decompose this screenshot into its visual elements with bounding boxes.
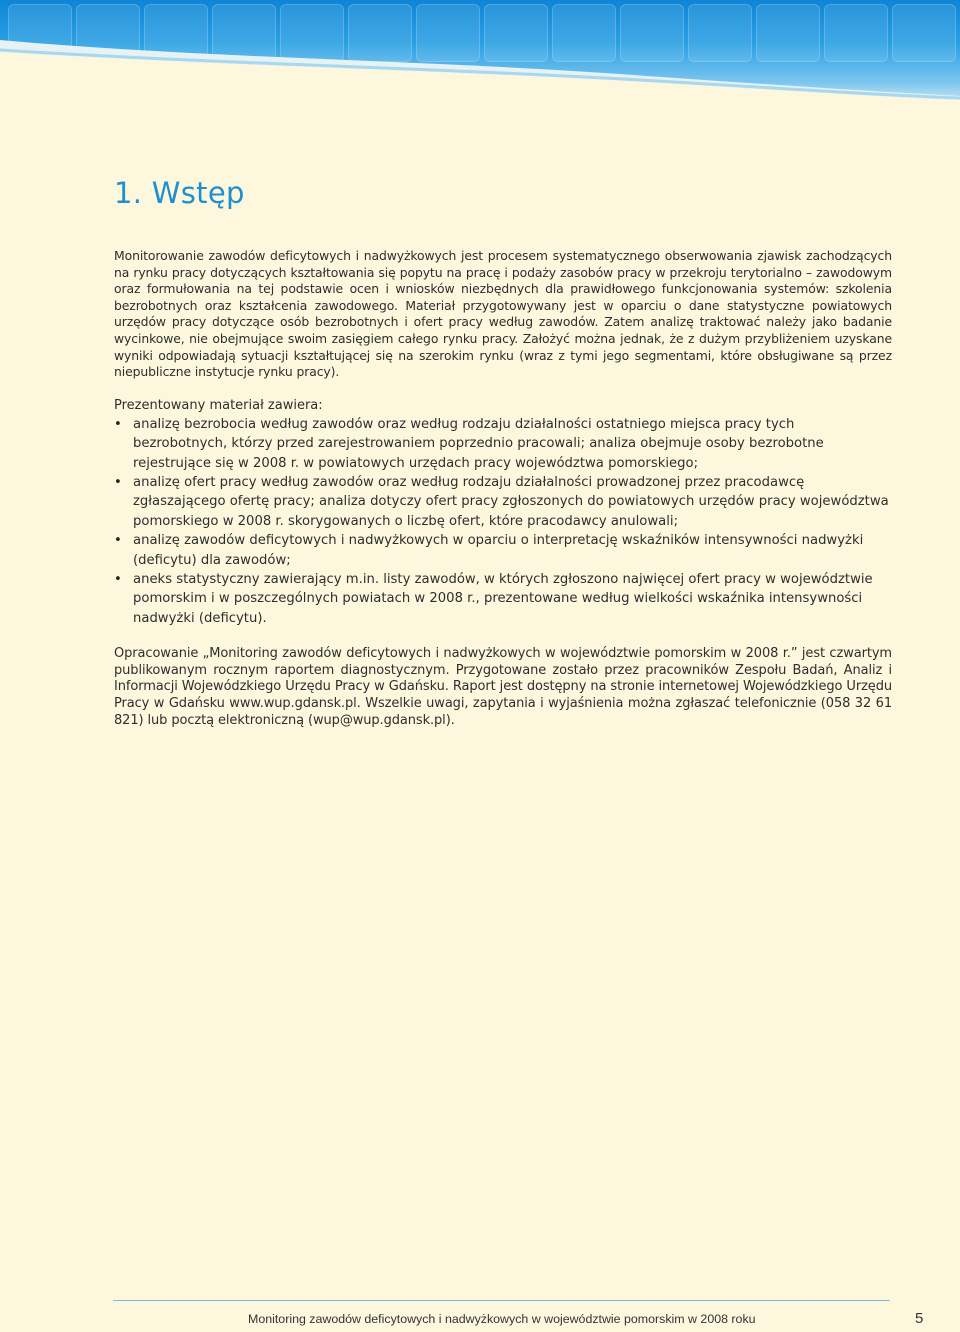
list-item: • aneks statystyczny zawierający m.in. listy zawodów, w których zgłoszono najwięcej ofert pracy w województwie pomorskim i w poszczególnych powiatach w 2008 r., prezentowane według wielkości wskaźnika intensywności nadwyżki (deficytu). <box>114 570 892 628</box>
contents-list <box>114 415 892 628</box>
header-banner <box>0 0 960 110</box>
page-number: 5 <box>915 1310 924 1327</box>
banner-wave <box>0 0 960 110</box>
closing-paragraph: Opracowanie „Monitoring zawodów deficytowych i nadwyżkowych w województwie pomorskim w 2008 r.” jest czwartym publikowanym rocznym raportem diagnostycznym. Przygotowane zostało przez pracowników Zespołu Badań, Analiz i Informacji Wojewódzkiego Urzędu Pracy w Gdańsku. Raport jest dostępny na stronie internetowej Wojewódzkiego Urzędu Pracy w Gdańsku www.wup.gdansk.pl. Wszelkie uwagi, zapytania i wyjaśnienia można zgłaszać telefonicznie (058 32 61 821) lub pocztą elektroniczną (wup@wup.gdansk.pl). <box>114 646 892 728</box>
list-item: • analizę zawodów deficytowych i nadwyżkowych w oparciu o interpretację wskaźników intensywności nadwyżki (deficytu) dla zawodów; <box>114 531 892 570</box>
footer-title: Monitoring zawodów deficytowych i nadwyżkowych w województwie pomorskim w 2008 roku <box>248 1312 756 1326</box>
list-item: • analizę bezrobocia według zawodów oraz według rodzaju działalności ostatniego miejsca pracy tych bezrobotnych, którzy przed zarejestrowaniem poprzednio pracowali; analiza obejmuje osoby bezrobotne rejestrujące się w 2008 r. w powiatowych urzędach pracy województwa pomorskiego; <box>114 415 892 473</box>
footer-divider <box>113 1300 890 1301</box>
main-content <box>114 176 892 729</box>
list-lead: Prezentowany materiał zawiera: <box>114 397 323 413</box>
section-title: 1. Wstęp <box>114 176 245 210</box>
list-item: • analizę ofert pracy według zawodów oraz według rodzaju działalności prowadzonej przez pracodawcę zgłaszającego ofertę pracy; analiza dotyczy ofert pracy zgłoszonych do powiatowych urzędów pracy województwa pomorskiego w 2008 r. skorygowanych o liczbę ofert, które pracodawcy anulowali; <box>114 473 892 531</box>
intro-paragraph: Monitorowanie zawodów deficytowych i nadwyżkowych jest procesem systematycznego obserwowania zjawisk zachodzących na rynku pracy dotyczących kształtowania się popytu na pracę i podaży zasobów pracy w przekroju terytorialno – zawodowym oraz formułowania na tej podstawie ocen i wniosków niezbędnych dla prawidłowego funkcjonowania systemów: szkolenia bezrobotnych oraz kształcenia zawodowego. Materiał przygotowywany jest w oparciu o dane statystyczne powiatowych urzędów pracy dotyczące osób bezrobotnych i ofert pracy według zawodów. Zatem analizę traktować należy jako badanie wycinkowe, nie obejmujące swoim zasięgiem całego rynku pracy. Założyć można jednak, że z dużym przybliżeniem uzyskane wyniki odpowiadają sytuacji kształtującej się na szerokim rynku (wraz z tymi jego segmentami, które obsługiwane są przez niepubliczne instytucje rynku pracy). <box>114 248 892 380</box>
